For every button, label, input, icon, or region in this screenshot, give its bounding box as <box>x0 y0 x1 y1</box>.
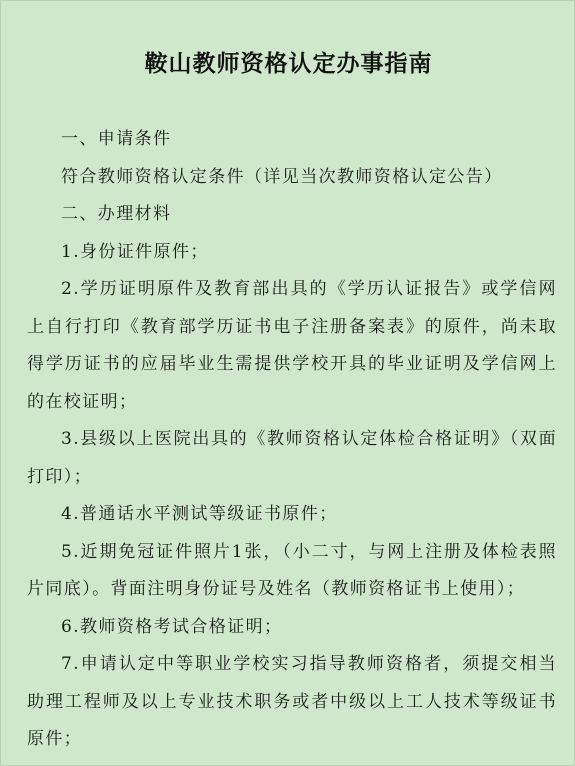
material-item-4: 4.普通话水平测试等级证书原件； <box>61 504 338 524</box>
section-heading-materials: 二、办理材料 <box>61 204 172 224</box>
conditions-text: 符合教师资格认定条件（详见当次教师资格认定公告） <box>61 166 503 187</box>
material-item-7: 7.申请认定中等职业学校实习指导教师资格者，须提交相当助理工程师及以上专业技术职务或者中级以上工人技术等级证书原件； <box>27 654 557 749</box>
material-item-5: 5.近期免冠证件照片1张，（小二寸，与网上注册及体检表照片同底）。背面注明身份证号及姓名（教师资格证书上使用）； <box>27 541 557 599</box>
material-item-6: 6.教师资格考试合格证明； <box>61 616 283 637</box>
material-item-2: 2.学历证明原件及教育部出具的《学历认证报告》或学信网上自行打印《教育部学历证书电子注册备案表》的原件，尚未取得学历证书的应届毕业生需提供学校开具的毕业证明及学信网上的在校证明； <box>27 279 557 412</box>
page-title: 鞍山教师资格认定办事指南 <box>144 51 433 77</box>
section-heading-conditions: 一、申请条件 <box>61 129 172 149</box>
material-item-3: 3.县级以上医院出具的《教师资格认定体检合格证明》（双面打印）； <box>27 429 557 487</box>
document-body <box>27 121 557 759</box>
material-item-1: 1.身份证件原件； <box>61 241 209 262</box>
